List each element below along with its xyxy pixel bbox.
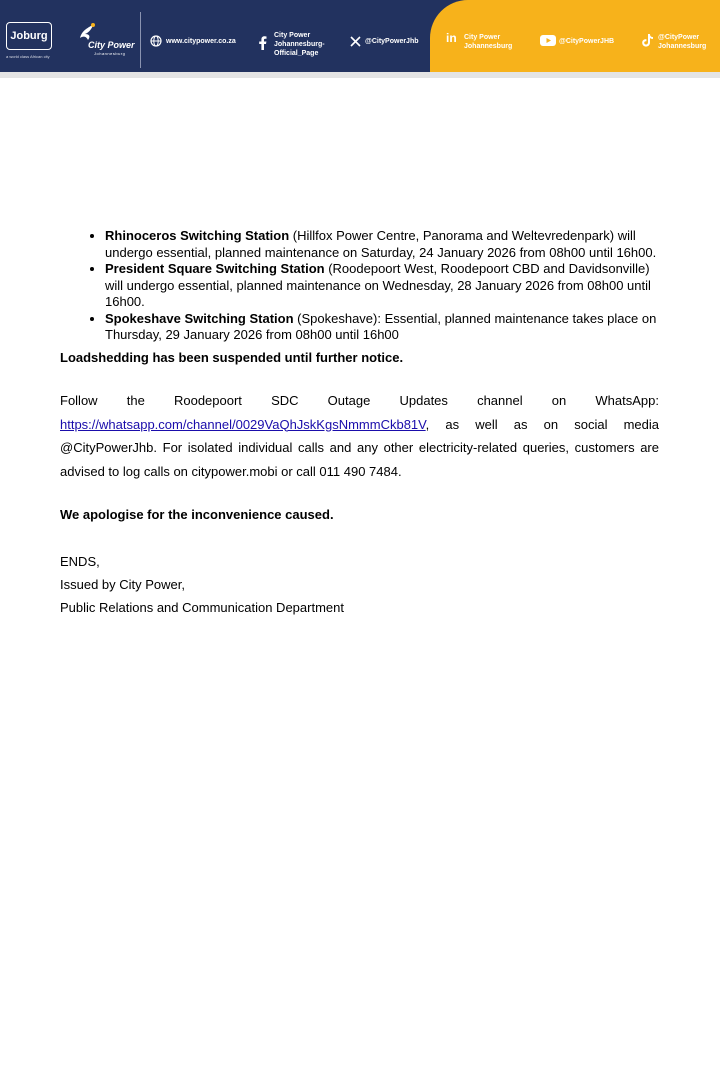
city-power-bird-icon: [76, 20, 98, 42]
linkedin-line-1: City Power: [464, 34, 501, 41]
department-line: Public Relations and Communication Department: [60, 599, 344, 615]
joburg-logo: Joburg: [6, 22, 52, 50]
twitter-handle: @CityPowerJhb: [365, 38, 419, 45]
facebook-icon: [258, 36, 267, 50]
youtube-icon: [540, 35, 556, 46]
city-power-logo: [66, 20, 135, 60]
station-maintenance-list: [60, 228, 659, 344]
banner-bottom-strip: [0, 72, 720, 78]
whatsapp-channel-link[interactable]: https://whatsapp.com/channel/0029VaQhJskKgsNmmmCkb81V: [60, 416, 426, 432]
follow-paragraph: [60, 389, 659, 483]
press-release-body: [60, 228, 659, 619]
station-details: (Spokeshave): Essential, planned maintenance takes place on Thursday, 29 January 2026 from 08h00 until 16h00: [105, 310, 657, 342]
apology-text: We apologise for the inconvenience caused.: [60, 507, 334, 522]
facebook-line-3: Official_Page: [274, 50, 319, 57]
letterhead-banner: [0, 0, 720, 78]
x-icon: [350, 36, 361, 47]
youtube-handle: @CityPowerJHB: [559, 38, 615, 45]
facebook-line-1: City Power: [274, 32, 311, 39]
follow-rest: , as well as on social media @CityPowerJhb. For isolated individual calls and any other electricity-related queries, customers are advised to log calls on citypower.mobi or call 011 490 7484.: [60, 416, 659, 479]
facebook-line-2: Johannesburg-: [274, 41, 325, 48]
tiktok-icon: [642, 34, 653, 47]
linkedin-icon: in: [446, 31, 457, 45]
station-name: Rhinoceros Switching Station: [105, 228, 290, 243]
joburg-tagline: a world class African city: [6, 54, 50, 59]
list-item: [105, 261, 659, 311]
list-item: [105, 228, 659, 261]
issued-by-line: Issued by City Power,: [60, 576, 185, 592]
tiktok-line-1: @CityPower: [658, 34, 700, 41]
website-text: www.citypower.co.za: [166, 38, 236, 45]
loadshedding-notice: Loadshedding has been suspended until further notice.: [60, 349, 404, 365]
list-item: [105, 311, 659, 344]
closing-block: [60, 550, 659, 619]
tiktok-line-2: Johannesburg: [658, 43, 707, 50]
station-name: President Square Switching Station: [105, 261, 325, 276]
brand-subtitle: Johannesburg: [94, 51, 126, 56]
banner-divider: [140, 12, 141, 68]
follow-intro: Follow the Roodepoort SDC Outage Updates channel on WhatsApp:: [60, 393, 659, 408]
station-name: Spokeshave Switching Station: [105, 310, 294, 326]
globe-icon: [150, 35, 162, 47]
brand-name: City Power: [88, 40, 135, 50]
linkedin-line-2: Johannesburg: [464, 43, 513, 50]
station-details: (Roodepoort West, Roodepoort CBD and Davidsonville) will undergo essential, planned maintenance on Wednesday, 28 January 2026 from 08h00 until 16h00.: [105, 261, 651, 309]
station-details: (Hillfox Power Centre, Panorama and Weltevredenpark) will undergo essential, planned maintenance on Saturday, 24 January 2026 from 08h00 until 16h00.: [105, 228, 657, 260]
ends-line: ENDS,: [60, 553, 100, 569]
